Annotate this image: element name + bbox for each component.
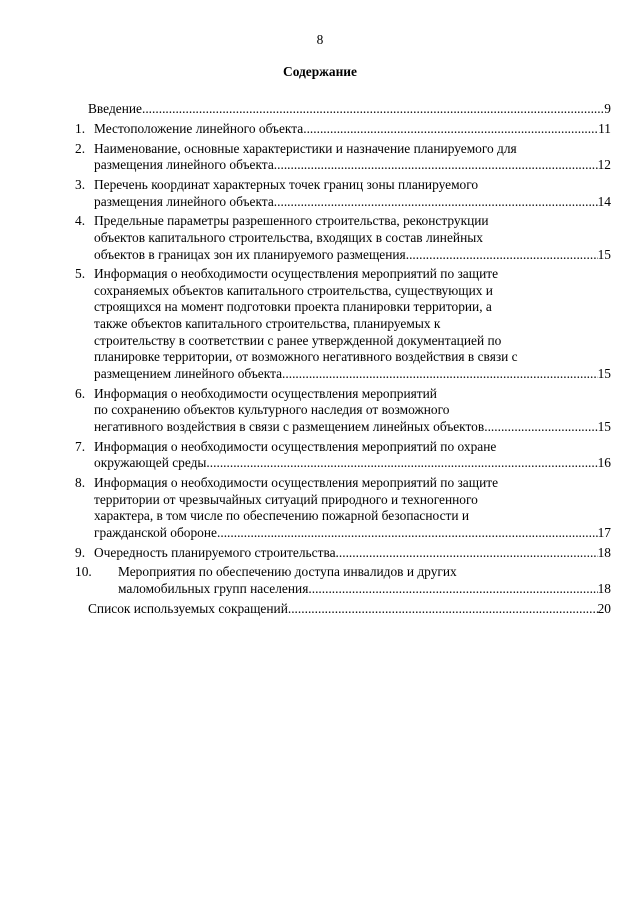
toc-entry-line: также объектов капитального строительства, планируемых к bbox=[94, 316, 441, 332]
toc-entry-text: размещения линейного объекта bbox=[94, 157, 274, 173]
toc-entry-number: 8. bbox=[75, 474, 86, 490]
toc-entry-number: 3. bbox=[75, 176, 86, 192]
toc-entry-line: планировке территории, от возможного негативного воздействия в связи с bbox=[94, 349, 518, 365]
toc-dot-leader bbox=[142, 101, 604, 118]
toc-entry-text: негативного воздействия в связи с размещением линейных объектов bbox=[94, 418, 485, 434]
toc-entry-line bbox=[94, 525, 611, 542]
toc-page-number: 15 bbox=[597, 246, 611, 262]
toc-dot-leader bbox=[274, 194, 598, 211]
toc-entry-number: 5. bbox=[75, 266, 86, 282]
toc-entry-line: Наименование, основные характеристики и назначение планируемого для bbox=[94, 140, 517, 156]
toc-dot-leader bbox=[217, 525, 598, 542]
toc-entry-text: размещения линейного объекта bbox=[94, 193, 274, 209]
toc-entry-text: Введение bbox=[88, 101, 142, 116]
toc-entry-body bbox=[94, 386, 611, 436]
toc-entry-line: по сохранению объектов культурного наследия от возможного bbox=[94, 402, 450, 418]
toc-entry-body bbox=[94, 545, 611, 562]
toc-dot-leader bbox=[282, 366, 598, 383]
toc-entry-number: 6. bbox=[75, 385, 86, 401]
toc-page-number: 16 bbox=[597, 455, 611, 471]
toc-dot-leader bbox=[303, 121, 598, 138]
toc-page-number: 18 bbox=[597, 580, 611, 596]
toc-page-number: 17 bbox=[597, 524, 611, 540]
toc-entry-body bbox=[94, 141, 611, 174]
toc-entry bbox=[75, 177, 611, 210]
toc-entry-line: Информация о необходимости осуществления мероприятий по защите bbox=[94, 266, 499, 282]
toc-entry-body bbox=[94, 213, 611, 263]
toc-entry-line: Информация о необходимости осуществления мероприятий по охране bbox=[94, 438, 497, 454]
toc-dot-leader bbox=[288, 601, 598, 618]
toc-entry-number: 2. bbox=[75, 140, 86, 156]
toc-entry bbox=[75, 386, 611, 436]
toc-page-number: 18 bbox=[597, 544, 611, 560]
toc-entry-line: Информация о необходимости осуществления мероприятий bbox=[94, 385, 437, 401]
toc-entry-body bbox=[94, 266, 611, 382]
toc-entry bbox=[75, 101, 611, 118]
toc-dot-leader bbox=[274, 157, 598, 174]
toc-entry-body bbox=[94, 439, 611, 472]
toc-entry-line bbox=[94, 455, 611, 472]
toc-page-number: 14 bbox=[597, 193, 611, 209]
toc-entry bbox=[75, 141, 611, 174]
toc-entry-line: строительству в соответствии с ранее утвержденной документацией по bbox=[94, 332, 502, 348]
toc-entry bbox=[75, 213, 611, 263]
toc-page-number: 15 bbox=[597, 418, 611, 434]
toc-entry-line bbox=[94, 121, 611, 138]
toc-entry-line bbox=[88, 601, 611, 618]
toc-entry bbox=[75, 601, 611, 618]
toc-page-number: 15 bbox=[597, 365, 611, 381]
toc-entry-body bbox=[94, 475, 611, 541]
toc-entry-number: 4. bbox=[75, 213, 86, 229]
toc-dot-leader bbox=[484, 419, 597, 436]
toc-entry-text: Список используемых сокращений bbox=[88, 600, 288, 616]
toc-entry-text: размещением линейного объекта bbox=[94, 365, 283, 381]
toc-entry-text: окружающей среды bbox=[94, 455, 207, 471]
toc-page-number: 20 bbox=[597, 600, 611, 616]
toc-entry-line bbox=[94, 366, 611, 383]
toc-entry-line: объектов капитального строительства, входящих в состав линейных bbox=[94, 229, 483, 245]
toc-entry-number: 1. bbox=[75, 120, 86, 136]
toc-dot-leader bbox=[406, 247, 598, 264]
toc-entry-line bbox=[94, 157, 611, 174]
toc-entry-line bbox=[94, 545, 611, 562]
toc-entry-body bbox=[88, 601, 611, 618]
toc-entry-text: Местоположение линейного объекта bbox=[94, 120, 304, 136]
toc-entry-line bbox=[94, 247, 611, 264]
toc-entry-text: гражданской обороне bbox=[94, 524, 217, 540]
toc-entry-number: 10. bbox=[75, 564, 92, 580]
page-number: 8 bbox=[316, 32, 324, 47]
toc-entry-line: территории от чрезвычайных ситуаций природного и техногенного bbox=[94, 491, 478, 507]
toc-entry-body bbox=[94, 121, 611, 138]
toc-entry-line bbox=[94, 194, 611, 211]
toc-entry-body bbox=[118, 564, 611, 597]
toc-entry-number: 9. bbox=[75, 544, 86, 560]
toc-entry-line: Предельные параметры разрешенного строительства, реконструкции bbox=[94, 213, 489, 229]
toc-dot-leader bbox=[336, 545, 598, 562]
toc-entry bbox=[75, 564, 611, 597]
toc-entry bbox=[75, 439, 611, 472]
toc-entry-line bbox=[118, 581, 611, 598]
toc-title: Содержание bbox=[283, 64, 357, 79]
toc-entry-line: характера, в том числе по обеспечению пожарной безопасности и bbox=[94, 508, 470, 524]
toc-entry-body bbox=[94, 177, 611, 210]
toc-entry-line: строящихся на момент подготовки проекта планировки территории, а bbox=[94, 299, 492, 315]
toc-entry-line: Перечень координат характерных точек границ зоны планируемого bbox=[94, 176, 479, 192]
toc-page-number: 9 bbox=[604, 101, 611, 116]
table-of-contents bbox=[75, 101, 611, 620]
toc-entry-line: сохраняемых объектов капитального строительства, существующих и bbox=[94, 282, 493, 298]
toc-page-number: 11 bbox=[598, 120, 611, 136]
toc-entry-line bbox=[94, 419, 611, 436]
toc-dot-leader bbox=[308, 581, 597, 598]
toc-entry-number: 7. bbox=[75, 438, 86, 454]
toc-entry-line: Информация о необходимости осуществления мероприятий по защите bbox=[94, 474, 499, 490]
toc-entry-body bbox=[88, 101, 611, 118]
toc-entry bbox=[75, 545, 611, 562]
toc-entry-line bbox=[88, 101, 611, 118]
toc-entry-text: объектов в границах зон их планируемого размещения bbox=[94, 246, 406, 262]
toc-entry-line: Мероприятия по обеспечению доступа инвалидов и других bbox=[118, 564, 457, 580]
toc-entry-text: Очередность планируемого строительства bbox=[94, 544, 336, 560]
toc-dot-leader bbox=[206, 455, 597, 472]
toc-entry-text: маломобильных групп населения bbox=[118, 580, 309, 596]
toc-entry bbox=[75, 121, 611, 138]
toc-entry bbox=[75, 475, 611, 541]
toc-entry bbox=[75, 266, 611, 382]
toc-page-number: 12 bbox=[597, 157, 611, 173]
